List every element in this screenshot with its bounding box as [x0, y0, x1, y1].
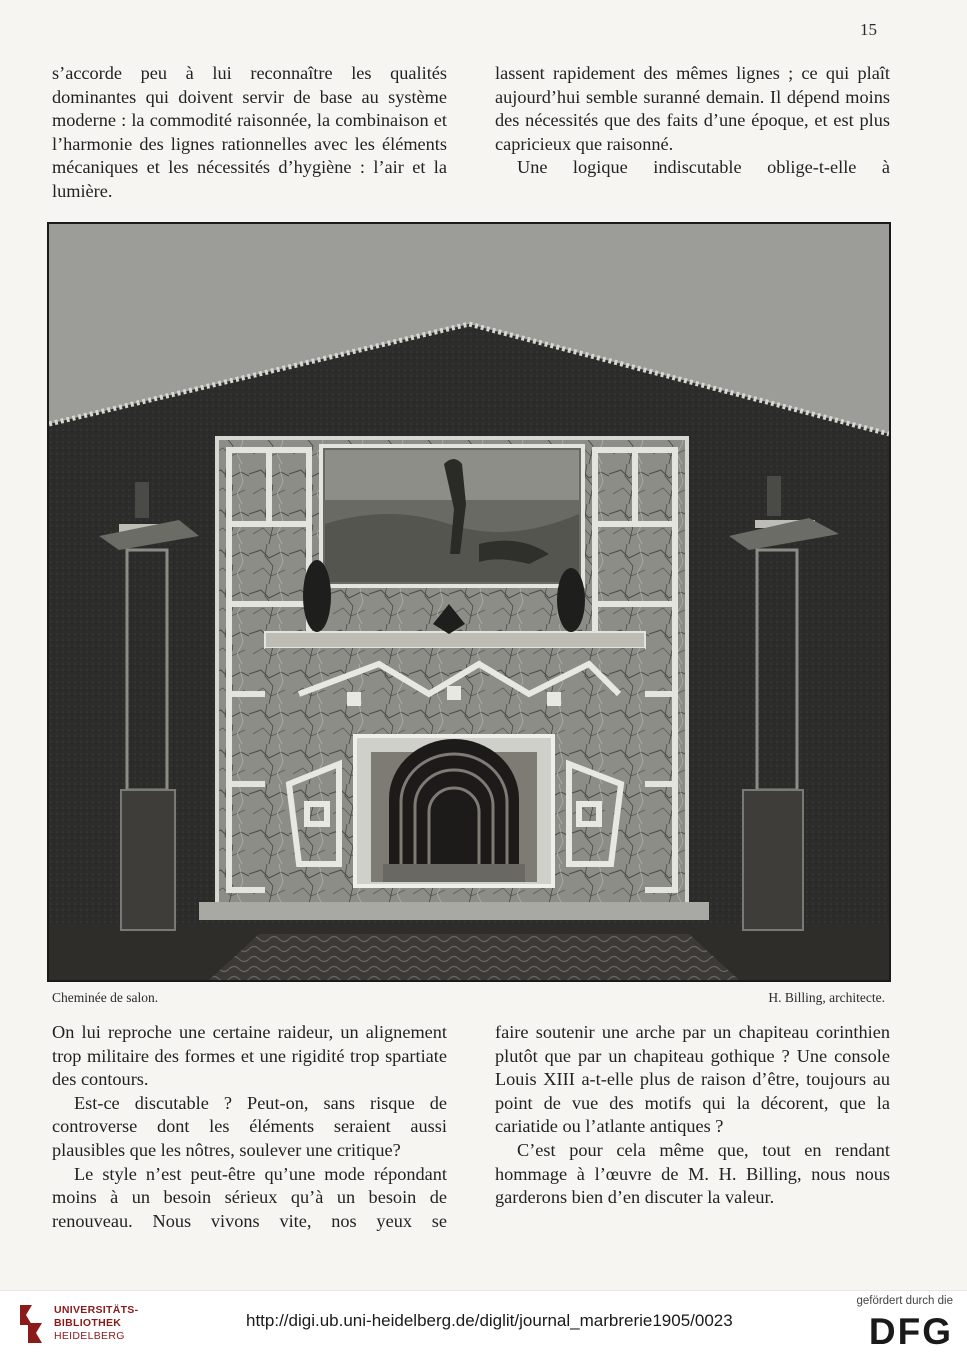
university-library-logo-icon [18, 1303, 44, 1345]
library-line: UNIVERSITÄTS- [54, 1304, 139, 1316]
paragraph: s’accorde peu à lui reconnaître les qualités dominantes qui doivent servir de base au système moderne : la commodité raisonnée, la combinaison et l’harmonie des lignes rationnelles avec les éléments mécaniques et les nécessités d’hygiène : l’air et la lumière. [52, 63, 447, 201]
paragraph: Le style n’est peut-être qu’une mode répondant moins à un besoin sérieux qu’à un besoin de renouveau. Nous vivons vite, nos yeux se [52, 1163, 447, 1231]
library-line: HEIDELBERG [54, 1330, 125, 1342]
text-column-top-right [495, 62, 890, 180]
figure-credit: H. Billing, architecte. [768, 990, 885, 1005]
fireplace-illustration [49, 224, 889, 980]
text-column-bottom-right [495, 1021, 890, 1210]
paragraph: On lui reproche une certaine raideur, un alignement trop militaire des formes et une rigidité trop spartiate des contours. [52, 1022, 447, 1090]
funded-by-label: gefördert durch die [856, 1295, 953, 1307]
paragraph: Une logique indiscutable oblige-t-elle à [517, 157, 890, 178]
page-number: 15 [860, 20, 877, 39]
fireplace-photograph [47, 222, 891, 982]
figure-caption: Cheminée de salon. [52, 990, 159, 1005]
paragraph: lassent rapidement des mêmes lignes ; ce qui plaît aujourd’hui semble suranné demain. Il dépend moins des nécessités que des faits d’une époque, et est plus capricieux que raisonné. [495, 63, 890, 154]
text-column-top-left [52, 62, 447, 204]
permalink-url[interactable]: http://digi.ub.uni-heidelberg.de/diglit/journal_marbrerie1905/0023 [246, 1311, 733, 1330]
library-line: BIBLIOTHEK [54, 1317, 122, 1329]
university-library-name [54, 1304, 138, 1343]
paragraph: faire soutenir une arche par un chapiteau corinthien plutôt que par un chapiteau gothique ? Une console Louis XIII a-t-elle plus de raison d’être, toujours au point de vue des motifs qui la décorent, que la cariatide ou l’atlante antiques ? [495, 1022, 890, 1137]
paragraph: C’est pour cela même que, tout en rendant hommage à l’œuvre de M. H. Billing, nous nous garderons bien d’en discuter la valeur. [495, 1139, 890, 1208]
paragraph: Est-ce discutable ? Peut-on, sans risque de controverse dont les éléments seraient aussi plausibles que les nôtres, soulever une critique? [52, 1092, 447, 1160]
dfg-logo: DFG [868, 1311, 953, 1352]
footer-bar [0, 1290, 967, 1358]
text-column-bottom-left [52, 1021, 447, 1233]
